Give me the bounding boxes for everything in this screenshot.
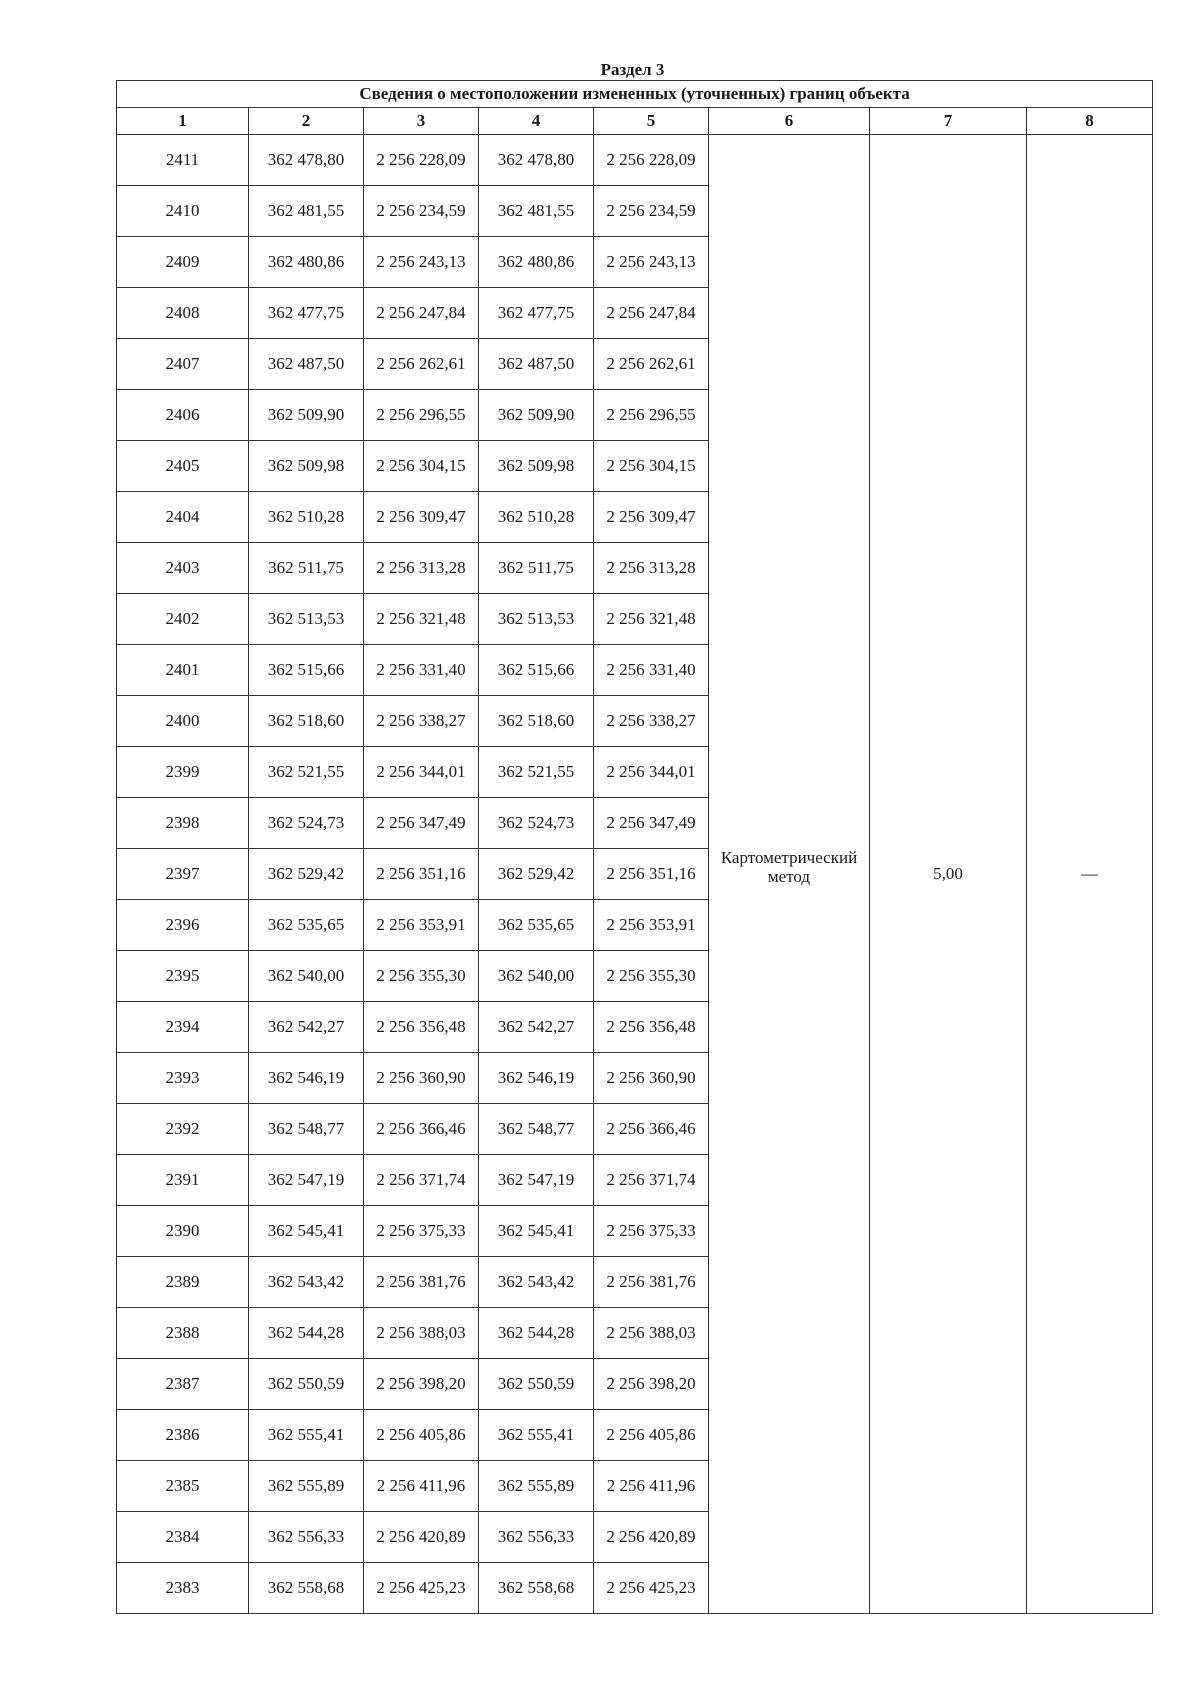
x-coordinate-updated: 362 487,50 [479, 339, 594, 390]
y-coordinate-existing: 2 256 375,33 [364, 1206, 479, 1257]
point-number: 2397 [117, 849, 249, 900]
point-number: 2404 [117, 492, 249, 543]
y-coordinate-existing: 2 256 360,90 [364, 1053, 479, 1104]
x-coordinate-existing: 362 521,55 [249, 747, 364, 798]
point-number: 2407 [117, 339, 249, 390]
x-coordinate-updated: 362 558,68 [479, 1563, 594, 1614]
x-coordinate-updated: 362 542,27 [479, 1002, 594, 1053]
x-coordinate-existing: 362 543,42 [249, 1257, 364, 1308]
point-number: 2405 [117, 441, 249, 492]
x-coordinate-existing: 362 511,75 [249, 543, 364, 594]
point-number: 2396 [117, 900, 249, 951]
y-coordinate-existing: 2 256 381,76 [364, 1257, 479, 1308]
y-coordinate-existing: 2 256 405,86 [364, 1410, 479, 1461]
point-number: 2408 [117, 288, 249, 339]
y-coordinate-existing: 2 256 411,96 [364, 1461, 479, 1512]
x-coordinate-updated: 362 515,66 [479, 645, 594, 696]
x-coordinate-updated: 362 529,42 [479, 849, 594, 900]
y-coordinate-existing: 2 256 247,84 [364, 288, 479, 339]
x-coordinate-updated: 362 556,33 [479, 1512, 594, 1563]
y-coordinate-existing: 2 256 398,20 [364, 1359, 479, 1410]
y-coordinate-updated: 2 256 356,48 [594, 1002, 709, 1053]
x-coordinate-existing: 362 487,50 [249, 339, 364, 390]
y-coordinate-updated: 2 256 371,74 [594, 1155, 709, 1206]
y-coordinate-existing: 2 256 344,01 [364, 747, 479, 798]
y-coordinate-updated: 2 256 331,40 [594, 645, 709, 696]
x-coordinate-updated: 362 480,86 [479, 237, 594, 288]
y-coordinate-updated: 2 256 351,16 [594, 849, 709, 900]
point-number: 2409 [117, 237, 249, 288]
y-coordinate-updated: 2 256 405,86 [594, 1410, 709, 1461]
y-coordinate-updated: 2 256 398,20 [594, 1359, 709, 1410]
x-coordinate-existing: 362 555,89 [249, 1461, 364, 1512]
x-coordinate-existing: 362 480,86 [249, 237, 364, 288]
x-coordinate-existing: 362 513,53 [249, 594, 364, 645]
y-coordinate-existing: 2 256 355,30 [364, 951, 479, 1002]
table-row [117, 135, 1153, 186]
y-coordinate-existing: 2 256 262,61 [364, 339, 479, 390]
y-coordinate-existing: 2 256 234,59 [364, 186, 479, 237]
x-coordinate-existing: 362 535,65 [249, 900, 364, 951]
y-coordinate-updated: 2 256 420,89 [594, 1512, 709, 1563]
x-coordinate-existing: 362 545,41 [249, 1206, 364, 1257]
x-coordinate-existing: 362 547,19 [249, 1155, 364, 1206]
y-coordinate-updated: 2 256 353,91 [594, 900, 709, 951]
y-coordinate-updated: 2 256 243,13 [594, 237, 709, 288]
x-coordinate-updated: 362 513,53 [479, 594, 594, 645]
y-coordinate-existing: 2 256 321,48 [364, 594, 479, 645]
y-coordinate-updated: 2 256 321,48 [594, 594, 709, 645]
y-coordinate-existing: 2 256 371,74 [364, 1155, 479, 1206]
y-coordinate-existing: 2 256 425,23 [364, 1563, 479, 1614]
point-number: 2402 [117, 594, 249, 645]
table-body [117, 135, 1153, 1614]
x-coordinate-existing: 362 546,19 [249, 1053, 364, 1104]
y-coordinate-updated: 2 256 234,59 [594, 186, 709, 237]
point-number: 2388 [117, 1308, 249, 1359]
x-coordinate-existing: 362 510,28 [249, 492, 364, 543]
x-coordinate-existing: 362 515,66 [249, 645, 364, 696]
x-coordinate-existing: 362 529,42 [249, 849, 364, 900]
y-coordinate-updated: 2 256 388,03 [594, 1308, 709, 1359]
y-coordinate-existing: 2 256 347,49 [364, 798, 479, 849]
x-coordinate-existing: 362 509,98 [249, 441, 364, 492]
x-coordinate-updated: 362 518,60 [479, 696, 594, 747]
y-coordinate-updated: 2 256 360,90 [594, 1053, 709, 1104]
point-number: 2392 [117, 1104, 249, 1155]
y-coordinate-updated: 2 256 366,46 [594, 1104, 709, 1155]
y-coordinate-existing: 2 256 388,03 [364, 1308, 479, 1359]
y-coordinate-existing: 2 256 366,46 [364, 1104, 479, 1155]
point-number: 2406 [117, 390, 249, 441]
x-coordinate-updated: 362 545,41 [479, 1206, 594, 1257]
x-coordinate-updated: 362 546,19 [479, 1053, 594, 1104]
column-number-5: 5 [594, 108, 709, 135]
point-number: 2401 [117, 645, 249, 696]
point-number: 2383 [117, 1563, 249, 1614]
column-number-8: 8 [1027, 108, 1153, 135]
y-coordinate-existing: 2 256 313,28 [364, 543, 479, 594]
x-coordinate-updated: 362 509,90 [479, 390, 594, 441]
x-coordinate-existing: 362 477,75 [249, 288, 364, 339]
y-coordinate-updated: 2 256 313,28 [594, 543, 709, 594]
x-coordinate-existing: 362 524,73 [249, 798, 364, 849]
x-coordinate-updated: 362 509,98 [479, 441, 594, 492]
y-coordinate-existing: 2 256 356,48 [364, 1002, 479, 1053]
y-coordinate-existing: 2 256 296,55 [364, 390, 479, 441]
point-number: 2391 [117, 1155, 249, 1206]
y-coordinate-updated: 2 256 309,47 [594, 492, 709, 543]
point-number: 2410 [117, 186, 249, 237]
x-coordinate-updated: 362 521,55 [479, 747, 594, 798]
x-coordinate-updated: 362 544,28 [479, 1308, 594, 1359]
y-coordinate-updated: 2 256 344,01 [594, 747, 709, 798]
y-coordinate-updated: 2 256 347,49 [594, 798, 709, 849]
x-coordinate-updated: 362 511,75 [479, 543, 594, 594]
y-coordinate-existing: 2 256 309,47 [364, 492, 479, 543]
point-number: 2386 [117, 1410, 249, 1461]
x-coordinate-existing: 362 550,59 [249, 1359, 364, 1410]
y-coordinate-existing: 2 256 331,40 [364, 645, 479, 696]
x-coordinate-existing: 362 544,28 [249, 1308, 364, 1359]
point-number: 2393 [117, 1053, 249, 1104]
accuracy-value: 5,00 [870, 135, 1027, 1614]
point-number: 2389 [117, 1257, 249, 1308]
x-coordinate-updated: 362 510,28 [479, 492, 594, 543]
y-coordinate-existing: 2 256 304,15 [364, 441, 479, 492]
x-coordinate-updated: 362 543,42 [479, 1257, 594, 1308]
x-coordinate-updated: 362 547,19 [479, 1155, 594, 1206]
x-coordinate-updated: 362 478,80 [479, 135, 594, 186]
y-coordinate-updated: 2 256 247,84 [594, 288, 709, 339]
column-number-3: 3 [364, 108, 479, 135]
y-coordinate-existing: 2 256 228,09 [364, 135, 479, 186]
x-coordinate-existing: 362 555,41 [249, 1410, 364, 1461]
y-coordinate-updated: 2 256 296,55 [594, 390, 709, 441]
x-coordinate-existing: 362 542,27 [249, 1002, 364, 1053]
column-number-row [117, 108, 1153, 135]
y-coordinate-updated: 2 256 228,09 [594, 135, 709, 186]
point-number: 2399 [117, 747, 249, 798]
x-coordinate-existing: 362 556,33 [249, 1512, 364, 1563]
x-coordinate-existing: 362 518,60 [249, 696, 364, 747]
column-number-6: 6 [709, 108, 870, 135]
section-title: Раздел 3 [600, 60, 665, 79]
column-number-7: 7 [870, 108, 1027, 135]
table-caption: Сведения о местоположении измененных (уточненных) границ объекта [117, 81, 1153, 108]
y-coordinate-updated: 2 256 338,27 [594, 696, 709, 747]
point-number: 2395 [117, 951, 249, 1002]
point-number: 2390 [117, 1206, 249, 1257]
note-value: — [1027, 135, 1153, 1614]
x-coordinate-updated: 362 524,73 [479, 798, 594, 849]
x-coordinate-updated: 362 555,41 [479, 1410, 594, 1461]
y-coordinate-updated: 2 256 262,61 [594, 339, 709, 390]
point-number: 2398 [117, 798, 249, 849]
x-coordinate-updated: 362 548,77 [479, 1104, 594, 1155]
point-number: 2403 [117, 543, 249, 594]
x-coordinate-existing: 362 558,68 [249, 1563, 364, 1614]
boundary-coordinates-table [116, 80, 1153, 1614]
x-coordinate-updated: 362 555,89 [479, 1461, 594, 1512]
y-coordinate-updated: 2 256 381,76 [594, 1257, 709, 1308]
y-coordinate-updated: 2 256 411,96 [594, 1461, 709, 1512]
x-coordinate-updated: 362 550,59 [479, 1359, 594, 1410]
y-coordinate-updated: 2 256 304,15 [594, 441, 709, 492]
point-number: 2394 [117, 1002, 249, 1053]
x-coordinate-updated: 362 477,75 [479, 288, 594, 339]
x-coordinate-updated: 362 540,00 [479, 951, 594, 1002]
x-coordinate-updated: 362 481,55 [479, 186, 594, 237]
point-number: 2411 [117, 135, 249, 186]
column-number-2: 2 [249, 108, 364, 135]
y-coordinate-updated: 2 256 425,23 [594, 1563, 709, 1614]
y-coordinate-existing: 2 256 243,13 [364, 237, 479, 288]
method-cell [709, 135, 870, 1614]
point-number: 2400 [117, 696, 249, 747]
y-coordinate-updated: 2 256 375,33 [594, 1206, 709, 1257]
y-coordinate-existing: 2 256 351,16 [364, 849, 479, 900]
method-text: Картометрический метод [720, 848, 858, 886]
x-coordinate-existing: 362 548,77 [249, 1104, 364, 1155]
point-number: 2385 [117, 1461, 249, 1512]
y-coordinate-existing: 2 256 420,89 [364, 1512, 479, 1563]
x-coordinate-existing: 362 509,90 [249, 390, 364, 441]
x-coordinate-existing: 362 481,55 [249, 186, 364, 237]
point-number: 2384 [117, 1512, 249, 1563]
y-coordinate-updated: 2 256 355,30 [594, 951, 709, 1002]
x-coordinate-existing: 362 478,80 [249, 135, 364, 186]
y-coordinate-existing: 2 256 338,27 [364, 696, 479, 747]
column-number-1: 1 [117, 108, 249, 135]
x-coordinate-existing: 362 540,00 [249, 951, 364, 1002]
y-coordinate-existing: 2 256 353,91 [364, 900, 479, 951]
x-coordinate-updated: 362 535,65 [479, 900, 594, 951]
column-number-4: 4 [479, 108, 594, 135]
point-number: 2387 [117, 1359, 249, 1410]
